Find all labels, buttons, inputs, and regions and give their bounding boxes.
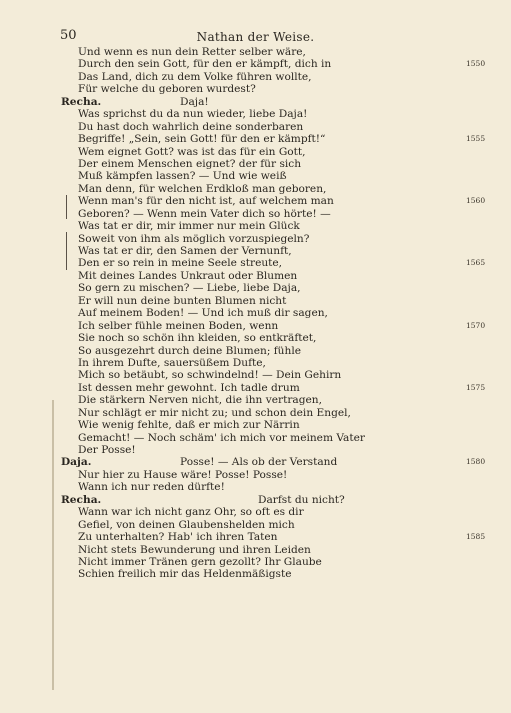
verse-text: Den er so rein in meine Seele streute, (78, 257, 283, 270)
line-number: 1550 (466, 59, 486, 69)
verse-line (0, 307, 511, 319)
verse-line (0, 394, 511, 406)
verse-text: Der Posse! (78, 444, 136, 456)
verse-line (0, 146, 511, 158)
verse-text: Er will nun deine bunten Blumen nicht (78, 294, 287, 307)
verse-line (0, 556, 511, 568)
verse-line (0, 519, 511, 531)
verse-text: Das Land, dich zu dem Volke führen wollte, (78, 70, 312, 83)
verse-line (0, 481, 511, 493)
verse-text: Du hast doch wahrlich deine sonderbaren (78, 120, 304, 133)
verse-text: Ist dessen mehr gewohnt. Ich tadle drum (78, 381, 300, 394)
verse-line (0, 158, 511, 170)
verse-text: Posse! — Als ob der Verstand (180, 456, 338, 469)
verse-text: Der einem Menschen eignet? der für sich (78, 157, 302, 170)
verse-line (0, 295, 511, 307)
line-number: 1565 (466, 258, 486, 268)
verse-line (0, 432, 511, 444)
speaker-line (0, 456, 511, 468)
verse-line (0, 419, 511, 431)
verse-text: Mit deines Landes Unkraut oder Blumen (78, 269, 298, 282)
verse-line (0, 121, 511, 133)
verse-text: Wann ich nur reden dürfte! (78, 481, 225, 494)
verse-line (0, 220, 511, 232)
verse-text: So ausgezehrt durch deine Blumen; fühle (78, 344, 301, 357)
verse-line (0, 369, 511, 381)
verse-text: Nur schlägt er mir nicht zu; und schon dein Engel, (78, 406, 351, 419)
verse-text: Darfst du nicht? (258, 493, 345, 506)
verse-line (0, 195, 511, 207)
verse-line (0, 357, 511, 369)
verse-line (0, 58, 511, 70)
verse-line (0, 108, 511, 120)
verse-text: Was sprichst du da nun wieder, liebe Daja! (78, 108, 308, 121)
verse-text: In ihrem Dufte, sauersüßem Dufte, (78, 356, 266, 369)
verse-block (0, 46, 511, 581)
verse-line (0, 71, 511, 83)
verse-line (0, 320, 511, 332)
verse-line (0, 183, 511, 195)
line-number: 1555 (466, 134, 486, 144)
running-head: Nathan der Weise. (196, 30, 315, 44)
line-number: 1585 (466, 532, 486, 542)
verse-text: Mich so betäubt, so schwindelnd! — Dein Gehirn (78, 369, 342, 382)
line-number: 1560 (466, 196, 486, 206)
verse-text: Was tat er dir, den Samen der Vernunft, (78, 245, 292, 257)
verse-text: Nur hier zu Hause wäre! Posse! Posse! (78, 468, 288, 481)
verse-text: Wann war ich nicht ganz Ohr, so oft es dir (78, 506, 304, 519)
verse-line (0, 233, 511, 245)
verse-line (0, 382, 511, 394)
verse-text: Was tat er dir, mir immer nur mein Glück (78, 220, 300, 233)
verse-line (0, 469, 511, 481)
verse-text: Daja! (180, 95, 209, 108)
speaker-name: Recha. (61, 95, 102, 108)
verse-line (0, 133, 511, 145)
verse-text: Durch den sein Gott, für den er kämpft, dich in (78, 58, 332, 71)
speaker-line (0, 494, 511, 506)
verse-text: Schien freilich mir das Heldenmäßigste (78, 568, 292, 581)
page-number: 50 (60, 28, 77, 43)
verse-line (0, 332, 511, 344)
line-number: 1570 (466, 320, 486, 330)
verse-line (0, 544, 511, 556)
verse-line (0, 83, 511, 95)
verse-text: Auf meinem Boden! — Und ich muß dir sagen, (78, 307, 328, 320)
verse-line (0, 506, 511, 518)
verse-line (0, 245, 511, 257)
speaker-name: Recha. (61, 493, 102, 506)
verse-text: Gemacht! — Noch schäm' ich mich vor meinem Vater (78, 431, 365, 444)
verse-text: Muß kämpfen lassen? — Und wie weiß (78, 170, 287, 183)
verse-text: Wem eignet Gott? was ist das für ein Gott, (78, 145, 306, 158)
verse-text: Man denn, für welchen Erdkloß man geboren, (78, 182, 327, 195)
verse-text: Soweit von ihm als möglich vorzuspiegeln? (78, 232, 310, 245)
verse-line (0, 407, 511, 419)
verse-line (0, 282, 511, 294)
verse-text: Für welche du geboren wurdest? (78, 83, 256, 96)
verse-text: Ich selber fühle meinen Boden, wenn (78, 319, 279, 332)
verse-text: Nicht stets Bewunderung und ihren Leiden (78, 543, 311, 556)
verse-text: Die stärkern Nerven nicht, die ihn vertragen, (78, 394, 322, 407)
verse-text: Und wenn es nun dein Retter selber wäre, (78, 46, 306, 58)
verse-text: Begriffe! „Sein, sein Gott! für den er kämpft!“ (78, 133, 326, 146)
verse-text: Nicht immer Tränen gern gezollt? Ihr Glaube (78, 555, 322, 568)
verse-text: Gefiel, von deinen Glaubenshelden mich (78, 518, 295, 531)
verse-text: Zu unterhalten? Hab' ich ihren Taten (78, 531, 278, 544)
line-number: 1575 (466, 382, 486, 392)
verse-line (0, 270, 511, 282)
speaker-name: Daja. (61, 456, 92, 469)
verse-text: So gern zu mischen? — Liebe, liebe Daja, (78, 282, 301, 295)
verse-line (0, 257, 511, 269)
verse-line (0, 208, 511, 220)
verse-line (0, 170, 511, 182)
speaker-line (0, 96, 511, 108)
verse-text: Wenn man's für den nicht ist, auf welchem man (78, 195, 334, 208)
line-number: 1580 (466, 457, 486, 467)
verse-line (0, 46, 511, 58)
verse-line (0, 531, 511, 543)
verse-line (0, 345, 511, 357)
verse-text: Wie wenig fehlte, daß er mich zur Närrin (78, 419, 300, 432)
verse-line (0, 568, 511, 580)
verse-text: Geboren? — Wenn mein Vater dich so hörte! — (78, 207, 331, 220)
verse-text: Sie noch so schön ihn kleiden, so entkräftet, (78, 332, 317, 345)
verse-line (0, 444, 511, 456)
